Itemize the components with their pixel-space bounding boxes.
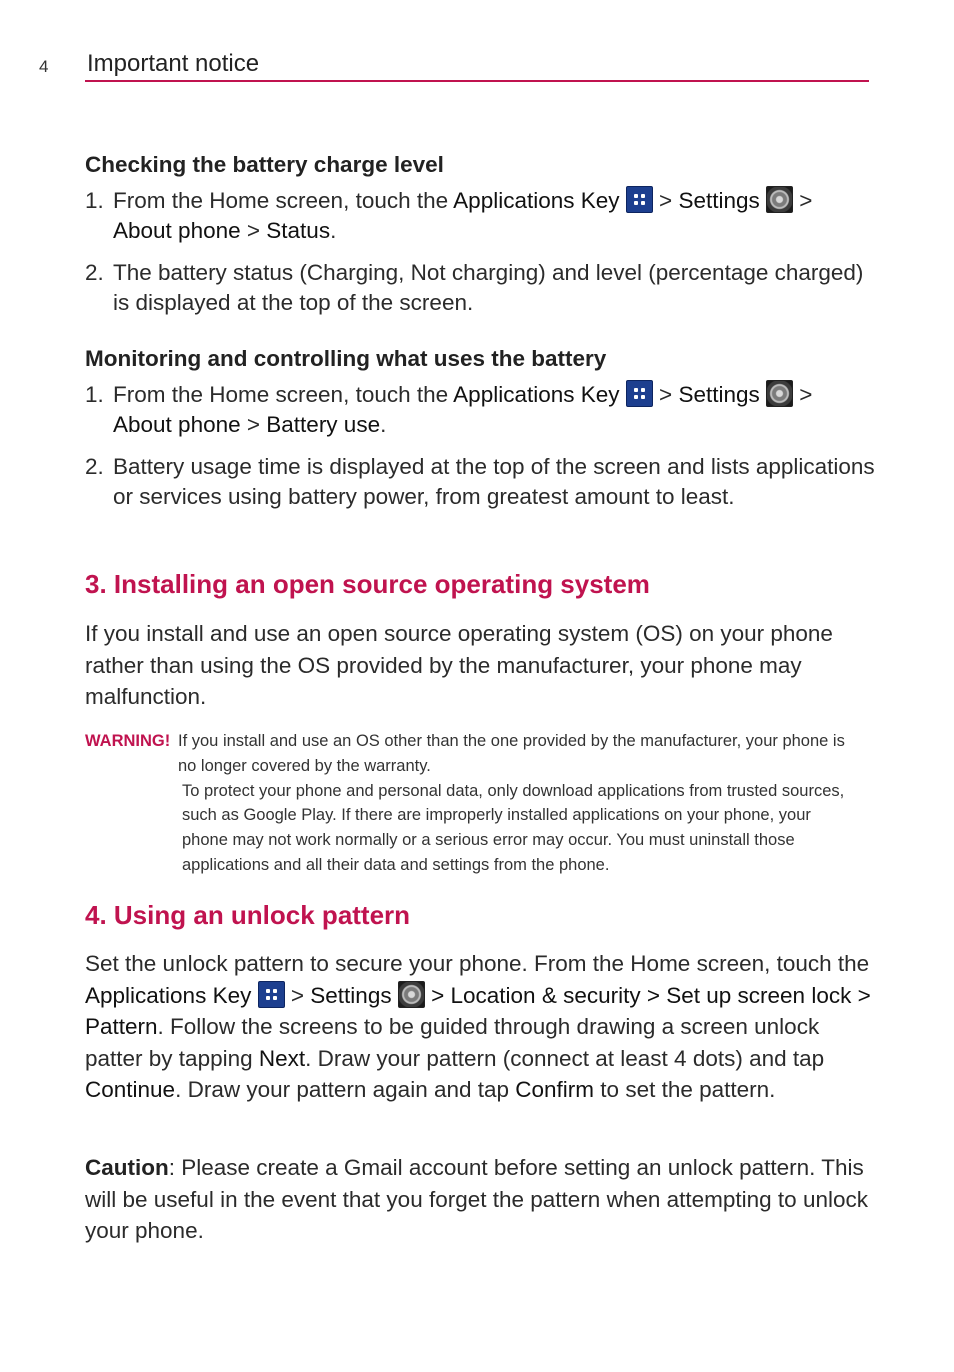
step-text: The battery status (Charging, Not charging) and level (percentage charged) is displayed at the top of the screen. xyxy=(113,260,864,315)
body-text: . Draw your pattern (connect at least 4 dots) and tap xyxy=(305,1045,825,1071)
step-text: Battery usage time is displayed at the top of the screen and lists applications or services using battery power, from greatest amount to least. xyxy=(113,454,875,509)
status-label: Status xyxy=(266,218,331,243)
applications-key-icon xyxy=(626,186,653,213)
battery-monitor-step-1 xyxy=(85,380,875,440)
warning-label: WARNING! xyxy=(85,732,171,750)
caution-label: Caution xyxy=(85,1155,169,1180)
next-label: Next xyxy=(258,1045,306,1071)
battery-monitor-heading: Monitoring and controlling what uses the battery xyxy=(85,346,607,371)
step-end: . xyxy=(330,218,337,243)
battery-check-heading: Checking the battery charge level xyxy=(85,152,444,177)
applications-key-icon xyxy=(258,981,285,1008)
header-rule xyxy=(85,80,869,82)
section-4-title: 4. Using an unlock pattern xyxy=(85,900,411,930)
section-4-body xyxy=(85,948,875,1106)
confirm-label: Confirm xyxy=(515,1077,595,1102)
settings-label: Settings xyxy=(678,382,760,407)
step-number: 2. xyxy=(85,260,104,285)
step-number: 2. xyxy=(85,454,104,479)
settings-label: Settings xyxy=(678,188,760,213)
body-text: . Draw your pattern again and tap xyxy=(175,1077,516,1102)
body-text: . Follow the screens to be guided through drawing a screen unlock patter by tapping xyxy=(85,1014,820,1071)
settings-icon xyxy=(398,981,425,1008)
warning-line-2: To protect your phone and personal data, only download applications from trusted sources, such as Google Play. If there are improperly installed applications on your phone, your phone may not work normally or a serious error may occur. You must uninstall those applications and all their data and settings from the phone. xyxy=(182,781,845,874)
step-end: . xyxy=(380,412,387,437)
body-text: to set the pattern. xyxy=(594,1077,776,1102)
step-text: From the Home screen, touch the xyxy=(113,188,454,213)
separator: > xyxy=(652,188,679,213)
settings-icon xyxy=(766,380,793,407)
separator: > xyxy=(793,188,813,213)
separator: > xyxy=(793,382,813,407)
caution-text: : Please create a Gmail account before setting an unlock pattern. This will be useful in the event that you forget the pattern when attempting to unlock your phone. xyxy=(85,1155,868,1243)
applications-key-label: Applications Key xyxy=(85,982,252,1008)
step-number: 1. xyxy=(85,382,104,407)
header-title: Important notice xyxy=(87,50,260,77)
settings-path: > Location & security > Set up screen lock > Pattern xyxy=(85,982,871,1039)
separator: > xyxy=(652,382,679,407)
warning-line-1: If you install and use an OS other than the one provided by the manufacturer, your phone is no longer covered by the warranty. xyxy=(178,732,845,775)
settings-icon xyxy=(766,186,793,213)
about-phone-label: About phone xyxy=(113,218,241,243)
about-phone-label: About phone xyxy=(113,412,241,437)
applications-key-label: Applications Key xyxy=(453,382,620,407)
battery-check-step-1 xyxy=(85,186,875,246)
page-number: 4 xyxy=(39,57,49,76)
step-text: From the Home screen, touch the xyxy=(113,382,454,407)
section-3-body: If you install and use an open source operating system (OS) on your phone rather than using the OS provided by the manufacturer, your phone may malfunction. xyxy=(85,621,833,709)
body-text: Set the unlock pattern to secure your phone. From the Home screen, touch the xyxy=(85,951,870,976)
settings-label: Settings xyxy=(310,982,392,1008)
applications-key-icon xyxy=(626,380,653,407)
battery-monitor-step-2 xyxy=(85,452,875,512)
continue-label: Continue xyxy=(85,1077,176,1102)
separator: > xyxy=(240,412,267,437)
applications-key-label: Applications Key xyxy=(453,188,620,213)
warning-box xyxy=(85,729,845,878)
separator: > xyxy=(240,218,267,243)
section-3-title: 3. Installing an open source operating system xyxy=(85,569,650,599)
step-number: 1. xyxy=(85,188,104,213)
battery-check-step-2 xyxy=(85,258,875,318)
separator: > xyxy=(284,982,311,1008)
battery-use-label: Battery use xyxy=(266,412,381,437)
caution-note xyxy=(85,1152,875,1247)
